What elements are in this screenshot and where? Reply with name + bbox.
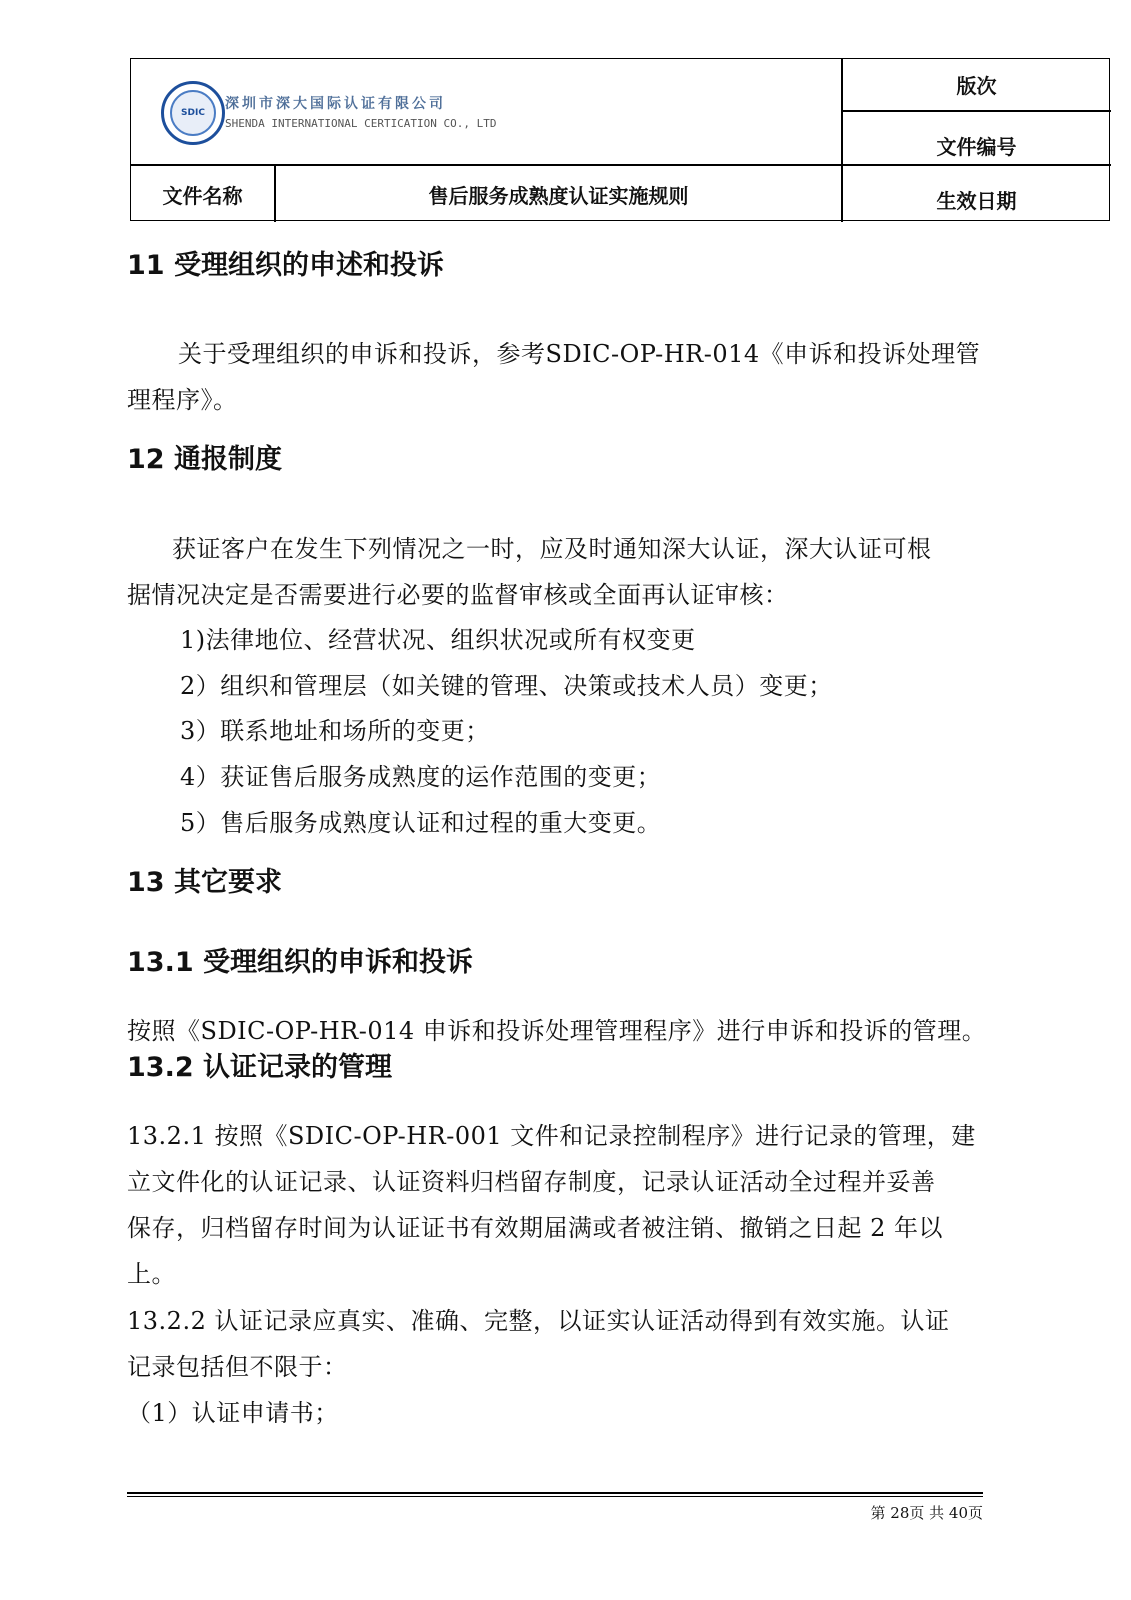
section-13-2-2-line: （1）认证申请书；	[127, 1399, 339, 1427]
section-13-2-title: 13.2 认证记录的管理	[127, 1052, 393, 1083]
section-12-paragraph-line2: 据情况决定是否需要进行必要的监督审核或全面再认证审核：	[127, 581, 789, 609]
section-13-2-2-line: 13.2.2 认证记录应真实、准确、完整，以证实认证活动得到有效实施。认证	[127, 1307, 950, 1335]
section-13-title: 13 其它要求	[127, 867, 282, 898]
company-name-en: SHENDA INTERNATIONAL CERTICATION CO., LTD	[225, 117, 497, 130]
footer-rule	[127, 1496, 983, 1497]
footer-rule	[127, 1492, 983, 1494]
section-12-paragraph-line1: 获证客户在发生下列情况之一时，应及时通知深大认证，深大认证可根	[172, 535, 932, 563]
list-item: 3）联系地址和场所的变更；	[180, 717, 490, 745]
section-13-1-paragraph: 按照《SDIC-OP-HR-014 申诉和投诉处理管理程序》进行申诉和投诉的管理。	[127, 1017, 987, 1045]
section-13-2-1-line: 立文件化的认证记录、认证资料归档留存制度，记录认证活动全过程并妥善	[127, 1168, 936, 1196]
list-item: 4）获证售后服务成熟度的运作范围的变更；	[180, 763, 662, 791]
section-13-2-1-line: 13.2.1 按照《SDIC-OP-HR-001 文件和记录控制程序》进行记录的管理，建	[127, 1122, 976, 1150]
section-13-2-1-line: 上。	[127, 1260, 176, 1288]
section-11-paragraph-line2: 理程序》。	[127, 386, 238, 414]
sdic-logo-icon: SDIC	[161, 81, 225, 145]
section-11-paragraph-line1: 关于受理组织的申诉和投诉，参考SDIC-OP-HR-014《申诉和投诉处理管	[178, 340, 981, 368]
effective-date-label: 生效日期	[936, 188, 1017, 213]
list-item: 1)法律地位、经营状况、组织状况或所有权变更	[180, 626, 696, 654]
list-item: 2）组织和管理层（如关键的管理、决策或技术人员）变更；	[180, 672, 833, 700]
section-12-title: 12 通报制度	[127, 444, 282, 475]
document-header-table	[130, 58, 1110, 221]
doc-name-label: 文件名称	[162, 183, 243, 208]
section-11-title: 11 受理组织的申述和投诉	[127, 250, 444, 281]
doc-number-label: 文件编号	[936, 134, 1017, 159]
company-logo	[161, 81, 521, 151]
list-item: 5）售后服务成熟度认证和过程的重大变更。	[180, 809, 662, 837]
section-13-2-1-line: 保存，归档留存时间为认证证书有效期届满或者被注销、撤销之日起 2 年以	[127, 1214, 944, 1242]
version-label: 版次	[956, 74, 997, 98]
doc-name-value: 售后服务成熟度认证实施规则	[428, 183, 689, 208]
company-name-cn: 深圳市深大国际认证有限公司	[225, 96, 446, 112]
page-number: 第 28页 共 40页	[870, 1504, 983, 1522]
section-13-1-title: 13.1 受理组织的申诉和投诉	[127, 947, 474, 978]
section-13-2-2-line: 记录包括但不限于：	[127, 1353, 348, 1381]
